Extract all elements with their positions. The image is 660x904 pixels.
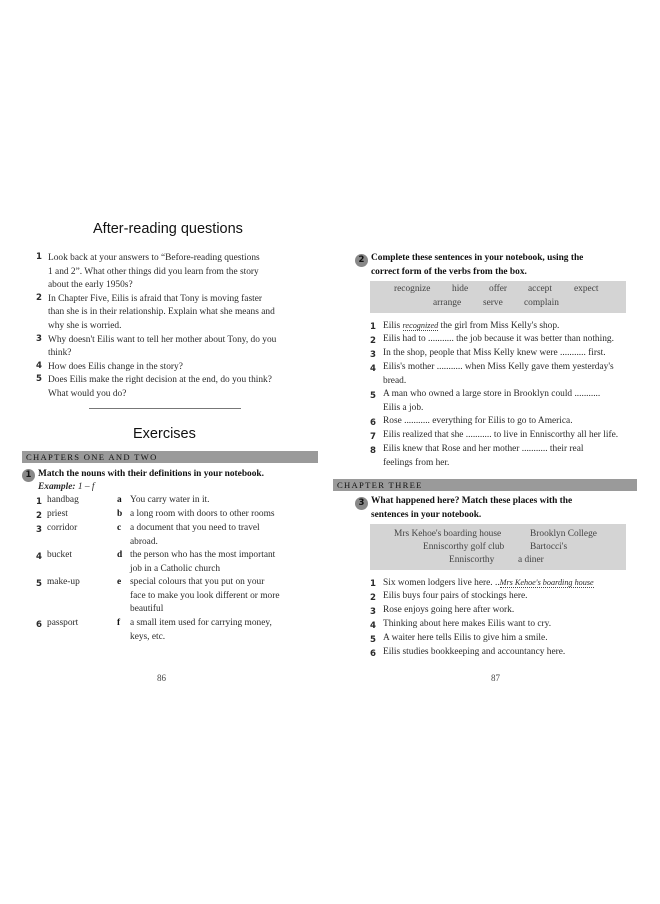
question-3: 3 Why doesn't Eilis want to tell her mother about Tony, do you think? xyxy=(36,333,277,359)
question-4: 4 How does Eilis change in the story? xyxy=(36,360,183,372)
places-box xyxy=(370,524,626,570)
chapter-bar-three: CHAPTER THREE xyxy=(333,479,637,491)
exercise-1-badge: 1 xyxy=(22,469,35,482)
place-brooklyn-college: Brooklyn College xyxy=(530,529,597,539)
place-diner: a diner xyxy=(518,555,544,565)
verb-expect: expect xyxy=(574,284,599,294)
questions-list xyxy=(36,252,276,402)
page-number-right: 87 xyxy=(491,673,500,683)
exercise-3-instruction: What happened here? Match these places with the sentences in your notebook. xyxy=(371,496,573,520)
question-1: 1 Look back at your answers to “Before-reading questions 1 and 2”. What other things did you learn from the story about the early 1950s? xyxy=(36,252,260,291)
exercise-2-badge: 2 xyxy=(355,254,368,267)
chapter-bar-one-two: CHAPTERS ONE AND TWO xyxy=(22,451,318,463)
after-reading-title: After-reading questions xyxy=(93,221,243,237)
verb-box xyxy=(370,281,626,313)
verb-recognize: recognize xyxy=(394,284,431,294)
verb-offer: offer xyxy=(489,284,508,294)
verb-accept: accept xyxy=(528,284,552,294)
verb-hide: hide xyxy=(452,284,469,294)
question-2: 2 In Chapter Five, Eilis is afraid that Tony is moving faster than she is in their relationship. Explain what she means and why she is worried. xyxy=(36,292,275,331)
handwritten-answer-recognized: recognized xyxy=(402,321,439,330)
exercises-title: Exercises xyxy=(133,426,196,442)
place-enniscorthy: Enniscorthy xyxy=(449,555,495,565)
exercise-1-example: Example: 1 – f xyxy=(38,482,95,492)
page-number-left: 86 xyxy=(157,673,166,683)
exercise-3-badge: 3 xyxy=(355,497,368,510)
question-5: 5 Does Eilis make the right decision at the end, do you think? What would you do? xyxy=(36,374,272,399)
verb-serve: serve xyxy=(483,298,503,308)
place-bartoccis: Bartocci's xyxy=(530,542,568,552)
exercise-2-instruction: Complete these sentences in your notebook, using the correct form of the verbs from the box. xyxy=(371,253,584,277)
handwritten-answer-boarding-house: Mrs Kehoe's boarding house xyxy=(499,578,594,587)
verb-complain: complain xyxy=(524,298,559,308)
place-boarding-house: Mrs Kehoe's boarding house xyxy=(394,529,502,539)
verb-arrange: arrange xyxy=(433,298,462,308)
place-golf-club: Enniscorthy golf club xyxy=(423,542,505,552)
section-divider xyxy=(89,408,241,409)
exercise-1-instruction: Match the nouns with their definitions in your notebook. xyxy=(38,469,264,479)
